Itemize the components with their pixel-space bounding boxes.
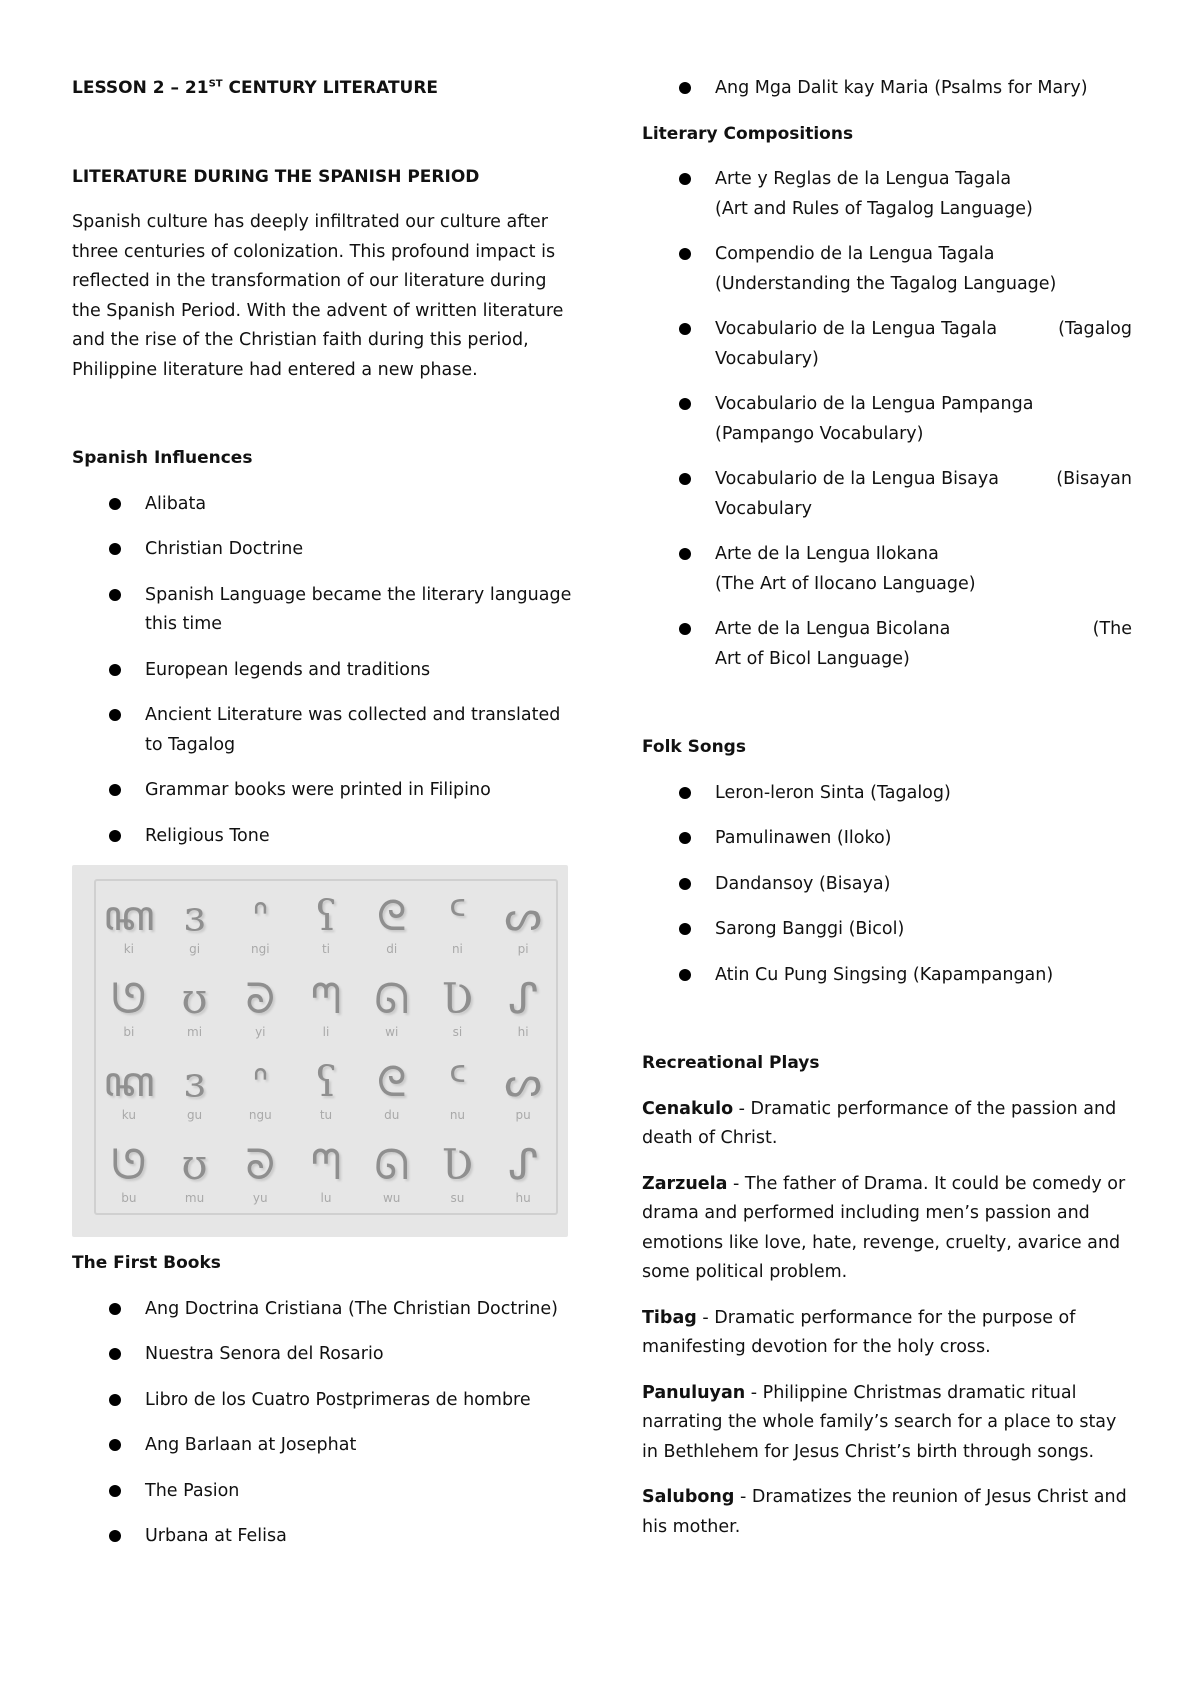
baybayin-syllable: wi <box>385 1024 399 1039</box>
list-item: Arte de la Lengua Bicolana (The Art of Bicol Language) <box>642 615 1132 674</box>
bullet-icon <box>109 498 121 510</box>
bullet-icon <box>679 473 691 485</box>
bullet-icon <box>679 398 691 410</box>
bullet-icon <box>679 173 691 185</box>
baybayin-syllable: su <box>450 1190 465 1205</box>
baybayin-glyph: ᔕ <box>504 1056 542 1106</box>
list-item: Ang Mga Dalit kay Maria (Psalms for Mary) <box>642 74 1132 104</box>
bullet-icon <box>679 323 691 335</box>
baybayin-glyph: ᘉ <box>310 973 342 1023</box>
list-item: Religious Tone <box>72 822 572 852</box>
baybayin-syllable: bu <box>121 1190 137 1205</box>
baybayin-syllable: gu <box>186 1107 203 1122</box>
play-panuluyan: Panuluyan - Philippine Christmas dramatic ritual narrating the whole family’s search for a place to stay in Bethlehem for Jesus Christ’s birth through songs. <box>642 1382 1117 1462</box>
baybayin-cell <box>96 964 162 1047</box>
bullet-icon <box>679 548 691 560</box>
baybayin-cell <box>96 1047 162 1130</box>
baybayin-syllable: pu <box>515 1107 531 1122</box>
baybayin-glyph: ꦏ <box>103 1056 155 1106</box>
baybayin-cell <box>293 881 359 964</box>
baybayin-glyph: ᘏ <box>374 1139 410 1189</box>
baybayin-glyph: ᑦ <box>448 1056 467 1106</box>
list-item: Libro de los Cuatro Postprimeras de hombre <box>72 1386 572 1416</box>
play-salubong: Salubong - Dramatizes the reunion of Jesus Christ and his mother. <box>642 1487 1127 1537</box>
baybayin-glyph: ᔑ <box>508 1139 539 1189</box>
baybayin-glyph: ʊ <box>181 973 208 1023</box>
baybayin-cell <box>359 1130 425 1213</box>
first-books-heading: The First Books <box>72 1253 221 1273</box>
baybayin-syllable: du <box>384 1107 400 1122</box>
list-item: Arte y Reglas de la Lengua Tagala (Art and Rules of Tagalog Language) <box>642 165 1132 224</box>
baybayin-syllable: yu <box>252 1190 268 1205</box>
baybayin-glyph: ʊ <box>181 1139 208 1189</box>
spanish-period-heading: LITERATURE DURING THE SPANISH PERIOD <box>72 166 480 187</box>
list-item: Atin Cu Pung Singsing (Kapampangan) <box>642 961 1132 991</box>
baybayin-cell <box>359 881 425 964</box>
play-zarzuela: Zarzuela - The father of Drama. It could be comedy or drama and performed including men’s passion and emotions like love, hate, revenge, cruelty, avarice and some political problem. <box>642 1173 1126 1282</box>
baybayin-syllable: ku <box>121 1107 136 1122</box>
baybayin-cell <box>490 881 556 964</box>
baybayin-cell <box>227 881 293 964</box>
baybayin-syllable: ngi <box>251 941 270 956</box>
bullet-icon <box>679 623 691 635</box>
baybayin-cell <box>227 1130 293 1213</box>
baybayin-syllable: nu <box>449 1107 466 1122</box>
list-item: The Pasion <box>72 1477 572 1507</box>
list-item: Spanish Language became the literary language this time <box>72 581 572 640</box>
baybayin-syllable: hu <box>515 1190 531 1205</box>
baybayin-glyph: ᘎ <box>111 973 147 1023</box>
baybayin-syllable: tu <box>319 1107 333 1122</box>
baybayin-cell <box>162 964 228 1047</box>
baybayin-glyph: ɜ <box>183 1056 206 1106</box>
bullet-icon <box>679 248 691 260</box>
list-item: Ancient Literature was collected and translated to Tagalog <box>72 701 572 760</box>
baybayin-grid <box>94 879 558 1215</box>
baybayin-cell <box>96 1130 162 1213</box>
baybayin-syllable: di <box>386 941 398 956</box>
baybayin-cell <box>162 1047 228 1130</box>
list-item: Vocabulario de la Lengua Bisaya (Bisayan Vocabulary <box>642 465 1132 524</box>
spanish-period-body: Spanish culture has deeply infiltrated our culture after three centuries of colonization. This profound impact is reflected in the transformation of our literature during the Spanish Period. With the advent of written literature and the rise of the Christian faith during this period, Philippine literature had entered a new phase. <box>72 212 564 380</box>
bullet-icon <box>109 784 121 796</box>
baybayin-syllable: pi <box>517 941 529 956</box>
list-item: Vocabulario de la Lengua Pampanga (Pampango Vocabulary) <box>642 390 1132 449</box>
bullet-icon <box>109 1530 121 1542</box>
baybayin-syllable: hi <box>517 1024 529 1039</box>
spanish-influences-list <box>72 490 572 852</box>
baybayin-cell <box>162 1130 228 1213</box>
baybayin-cell <box>96 881 162 964</box>
baybayin-glyph: ʕ <box>314 890 338 940</box>
baybayin-cell <box>359 1047 425 1130</box>
list-item: European legends and traditions <box>72 656 572 686</box>
baybayin-glyph: ᘎ <box>111 1139 147 1189</box>
list-item: Dandansoy (Bisaya) <box>642 870 1132 900</box>
bullet-icon <box>109 1348 121 1360</box>
bullet-icon <box>679 832 691 844</box>
list-item: Compendio de la Lengua Tagala (Understanding the Tagalog Language) <box>642 240 1132 299</box>
first-books-list-right <box>642 74 1132 104</box>
bullet-icon <box>679 82 691 94</box>
list-item: Ang Barlaan at Josephat <box>72 1431 572 1461</box>
list-item: Nuestra Senora del Rosario <box>72 1340 572 1370</box>
bullet-icon <box>679 878 691 890</box>
baybayin-syllable: ngu <box>248 1107 272 1122</box>
lesson-title-prefix: LESSON 2 – 21 <box>72 78 209 98</box>
literary-compositions-heading: Literary Compositions <box>642 123 854 144</box>
baybayin-cell <box>227 1047 293 1130</box>
play-cenakulo: Cenakulo - Dramatic performance of the passion and death of Christ. <box>642 1098 1117 1148</box>
baybayin-cell <box>227 964 293 1047</box>
first-books-list-left <box>72 1295 572 1552</box>
bullet-icon <box>679 787 691 799</box>
baybayin-glyph: Ʋ <box>441 973 474 1023</box>
list-item: Vocabulario de la Lengua Tagala (Tagalog Vocabulary) <box>642 315 1132 374</box>
folk-songs-list <box>642 779 1132 991</box>
baybayin-cell <box>425 881 491 964</box>
bullet-icon <box>679 969 691 981</box>
play-tibag: Tibag - Dramatic performance for the purpose of manifesting devotion for the holy cross. <box>642 1307 1076 1357</box>
bullet-icon <box>109 830 121 842</box>
baybayin-cell <box>425 1130 491 1213</box>
baybayin-cell <box>293 1130 359 1213</box>
list-item: Urbana at Felisa <box>72 1522 572 1552</box>
baybayin-glyph: ᑦ <box>448 890 467 940</box>
list-item: Christian Doctrine <box>72 535 572 565</box>
baybayin-syllable: gi <box>189 941 201 956</box>
baybayin-glyph: ɜ <box>183 890 206 940</box>
baybayin-syllable: ki <box>123 941 134 956</box>
baybayin-glyph: ᘉ <box>310 1139 342 1189</box>
baybayin-cell <box>425 1047 491 1130</box>
bullet-icon <box>109 709 121 721</box>
baybayin-cell <box>425 964 491 1047</box>
baybayin-syllable: wu <box>382 1190 401 1205</box>
baybayin-cell <box>490 1130 556 1213</box>
bullet-icon <box>109 1394 121 1406</box>
literary-compositions-list <box>642 165 1132 674</box>
baybayin-cell <box>293 964 359 1047</box>
bullet-icon <box>109 664 121 676</box>
baybayin-syllable: mi <box>187 1024 203 1039</box>
baybayin-glyph: ᘐ <box>245 1139 276 1189</box>
baybayin-glyph: ᐢ <box>252 1056 269 1106</box>
bullet-icon <box>109 1485 121 1497</box>
spanish-influences-heading: Spanish Influences <box>72 448 253 468</box>
baybayin-syllable: si <box>452 1024 463 1039</box>
baybayin-glyph: Ʋ <box>441 1139 474 1189</box>
folk-songs-heading: Folk Songs <box>642 737 746 757</box>
list-item: Arte de la Lengua Ilokana (The Art of Ilocano Language) <box>642 540 1132 599</box>
baybayin-chart-image <box>72 865 568 1237</box>
list-item: Leron-leron Sinta (Tagalog) <box>642 779 1132 809</box>
baybayin-glyph: ᘐ <box>245 973 276 1023</box>
baybayin-glyph: ᐢ <box>252 890 269 940</box>
baybayin-glyph: ᘓ <box>376 1056 407 1106</box>
baybayin-syllable: ni <box>451 941 463 956</box>
baybayin-cell <box>293 1047 359 1130</box>
list-item: Alibata <box>72 490 572 520</box>
right-column <box>642 74 1132 1558</box>
baybayin-cell <box>162 881 228 964</box>
baybayin-cell <box>359 964 425 1047</box>
recreational-plays-heading: Recreational Plays <box>642 1053 820 1073</box>
baybayin-syllable: lu <box>320 1190 332 1205</box>
baybayin-syllable: ti <box>321 941 331 956</box>
lesson-title-suffix: CENTURY LITERATURE <box>222 78 439 98</box>
baybayin-syllable: yi <box>255 1024 266 1039</box>
baybayin-glyph: ᘓ <box>376 890 407 940</box>
list-item: Sarong Banggi (Bicol) <box>642 915 1132 945</box>
baybayin-glyph: ᔕ <box>504 890 542 940</box>
bullet-icon <box>109 589 121 601</box>
list-item: Ang Doctrina Cristiana (The Christian Doctrine) <box>72 1295 572 1325</box>
lesson-title-sup: ST <box>208 78 223 90</box>
bullet-icon <box>109 1303 121 1315</box>
baybayin-cell <box>490 964 556 1047</box>
baybayin-syllable: bi <box>123 1024 135 1039</box>
baybayin-glyph: ʕ <box>314 1056 338 1106</box>
baybayin-syllable: li <box>322 1024 330 1039</box>
bullet-icon <box>109 1439 121 1451</box>
baybayin-glyph: ꦏ <box>103 890 155 940</box>
baybayin-syllable: mu <box>184 1190 205 1205</box>
baybayin-glyph: ᔑ <box>508 973 539 1023</box>
bullet-icon <box>109 543 121 555</box>
baybayin-glyph: ᘏ <box>374 973 410 1023</box>
bullet-icon <box>679 923 691 935</box>
lesson-title <box>72 74 572 104</box>
list-item: Pamulinawen (Iloko) <box>642 824 1132 854</box>
baybayin-cell <box>490 1047 556 1130</box>
list-item: Grammar books were printed in Filipino <box>72 776 572 806</box>
left-column <box>72 74 572 1568</box>
